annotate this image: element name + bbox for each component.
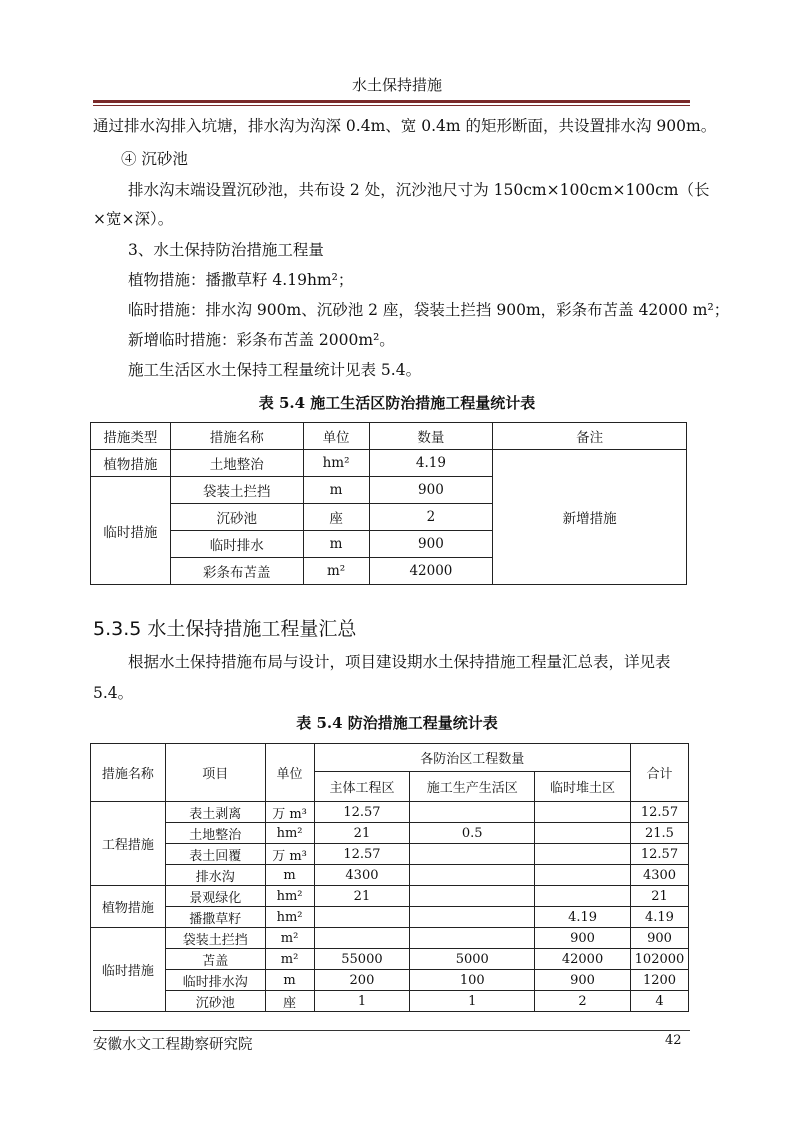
table2-cell: 102000 xyxy=(630,949,688,970)
table2-cell xyxy=(314,928,410,949)
table2-cell: 景观绿化 xyxy=(165,886,265,907)
table1-cell: 土地整治 xyxy=(170,450,303,477)
table1-cell: 900 xyxy=(369,531,493,558)
header-rule xyxy=(93,100,690,103)
table2-cell xyxy=(410,907,535,928)
table1-cell: m² xyxy=(303,558,369,585)
table2-group-plant: 植物措施 xyxy=(91,886,166,928)
table2-cell: 12.57 xyxy=(314,802,410,823)
paragraph: 临时措施：排水沟 900m、沉砂池 2 座，袋装土拦挡 900m，彩条布苫盖 42000 m²； xyxy=(128,301,730,319)
table2-cell: m² xyxy=(265,949,314,970)
section-heading: 5.3.5 水土保持措施工程量汇总 xyxy=(93,618,357,640)
table2-cell: 4300 xyxy=(314,865,410,886)
table2-cell: 临时排水沟 xyxy=(165,970,265,991)
table2-cell: 21 xyxy=(630,886,688,907)
table2-cell xyxy=(535,823,631,844)
table1-header-remark: 备注 xyxy=(493,423,687,450)
table2-cell: 1 xyxy=(314,991,410,1012)
table2-cell: 4.19 xyxy=(535,907,631,928)
table1-cell: 座 xyxy=(303,504,369,531)
table1-cell: 2 xyxy=(369,504,493,531)
paragraph: 5.4。 xyxy=(93,684,134,702)
table2-caption: 表 5.4 防治措施工程量统计表 xyxy=(296,714,498,732)
table2-cell xyxy=(535,802,631,823)
table1-cell: m xyxy=(303,531,369,558)
table2-cell: 座 xyxy=(265,991,314,1012)
table2-cell: 900 xyxy=(535,970,631,991)
table1-cell: 沉砂池 xyxy=(170,504,303,531)
table1-caption: 表 5.4 施工生活区防治措施工程量统计表 xyxy=(258,394,536,412)
table1-header-qty: 数量 xyxy=(369,423,493,450)
table1-header-name: 措施名称 xyxy=(170,423,303,450)
table2 xyxy=(90,743,689,1012)
table2-cell xyxy=(535,865,631,886)
paragraph: 施工生活区水土保持工程量统计见表 5.4。 xyxy=(128,361,422,379)
table2-cell: 100 xyxy=(410,970,535,991)
subheading-settling-pond: ④ 沉砂池 xyxy=(121,150,188,168)
table2-cell: 0.5 xyxy=(410,823,535,844)
table2-cell: 12.57 xyxy=(630,844,688,865)
table1-group-plant: 植物措施 xyxy=(91,450,171,477)
table2-cell xyxy=(410,886,535,907)
table1-cell: hm² xyxy=(303,450,369,477)
table2-cell: m xyxy=(265,865,314,886)
table1-cell: m xyxy=(303,477,369,504)
table1-cell: 42000 xyxy=(369,558,493,585)
table1-remark: 新增措施 xyxy=(493,450,687,585)
table2-cell: 55000 xyxy=(314,949,410,970)
table2-cell: 万 m³ xyxy=(265,802,314,823)
table2-cell: 900 xyxy=(630,928,688,949)
table2-cell: 表土剥离 xyxy=(165,802,265,823)
table2-cell: 5000 xyxy=(410,949,535,970)
table1-group-temp: 临时措施 xyxy=(91,477,171,585)
paragraph: 排水沟末端设置沉砂池，共布设 2 处，沉沙池尺寸为 150cm×100cm×100cm（长 xyxy=(128,181,710,199)
table2-header-stock: 临时堆土区 xyxy=(535,772,631,802)
table2-header-measure: 措施名称 xyxy=(91,744,166,802)
paragraph: 新增临时措施：彩条布苫盖 2000m²。 xyxy=(128,331,395,349)
table2-cell: 4.19 xyxy=(630,907,688,928)
table2-cell: 苫盖 xyxy=(165,949,265,970)
table2-cell: 12.57 xyxy=(314,844,410,865)
table2-cell: 土地整治 xyxy=(165,823,265,844)
table2-cell: m² xyxy=(265,928,314,949)
paragraph: 植物措施：播撒草籽 4.19hm²； xyxy=(128,271,354,289)
table2-cell xyxy=(410,802,535,823)
table2-cell: 12.57 xyxy=(630,802,688,823)
paragraph: ×宽×深）。 xyxy=(93,210,174,228)
header-rule-thin xyxy=(93,105,690,106)
table1-cell: 袋装土拦挡 xyxy=(170,477,303,504)
table2-group-eng: 工程措施 xyxy=(91,802,166,886)
table2-cell: 排水沟 xyxy=(165,865,265,886)
table2-cell: 200 xyxy=(314,970,410,991)
subheading-quantities: 3、水土保持防治措施工程量 xyxy=(128,241,324,259)
table1-header-unit: 单位 xyxy=(303,423,369,450)
table2-cell: 1200 xyxy=(630,970,688,991)
table2-header-camp: 施工生产生活区 xyxy=(410,772,535,802)
table2-cell xyxy=(535,886,631,907)
table2-cell: m xyxy=(265,970,314,991)
table2-cell xyxy=(410,928,535,949)
table2-cell: 袋装土拦挡 xyxy=(165,928,265,949)
table1-header-type: 措施类型 xyxy=(91,423,171,450)
page-header-title: 水土保持措施 xyxy=(351,76,442,94)
table2-header-unit: 单位 xyxy=(265,744,314,802)
paragraph: 根据水土保持措施布局与设计，项目建设期水土保持措施工程量汇总表，详见表 xyxy=(128,653,671,671)
table2-cell: 播撒草籽 xyxy=(165,907,265,928)
table2-cell: hm² xyxy=(265,886,314,907)
table2-cell: 42000 xyxy=(535,949,631,970)
table2-cell: 2 xyxy=(535,991,631,1012)
table2-cell: 沉砂池 xyxy=(165,991,265,1012)
table2-cell: 4300 xyxy=(630,865,688,886)
table1-cell: 彩条布苫盖 xyxy=(170,558,303,585)
table2-cell: 表土回覆 xyxy=(165,844,265,865)
table2-cell xyxy=(410,844,535,865)
table2-cell xyxy=(314,907,410,928)
table2-cell: hm² xyxy=(265,907,314,928)
paragraph: 通过排水沟排入坑塘，排水沟为沟深 0.4m、宽 0.4m 的矩形断面，共设置排水沟 900m。 xyxy=(93,117,717,135)
table2-cell: 4 xyxy=(630,991,688,1012)
table2-cell: 1 xyxy=(410,991,535,1012)
table2-group-temp: 临时措施 xyxy=(91,928,166,1012)
table2-cell xyxy=(535,844,631,865)
table2-header-main: 主体工程区 xyxy=(314,772,410,802)
table2-cell: 900 xyxy=(535,928,631,949)
table2-cell: hm² xyxy=(265,823,314,844)
table1-cell: 900 xyxy=(369,477,493,504)
table2-header-total: 合计 xyxy=(630,744,688,802)
footer-organization: 安徽水文工程勘察研究院 xyxy=(93,1037,253,1053)
table2-cell: 21 xyxy=(314,823,410,844)
table2-cell xyxy=(410,865,535,886)
table1-cell: 4.19 xyxy=(369,450,493,477)
table2-cell: 万 m³ xyxy=(265,844,314,865)
table1 xyxy=(90,422,687,585)
footer-rule xyxy=(93,1030,690,1031)
table2-header-areas: 各防治区工程数量 xyxy=(314,744,630,772)
table1-cell: 临时排水 xyxy=(170,531,303,558)
table2-cell: 21 xyxy=(314,886,410,907)
table2-cell: 21.5 xyxy=(630,823,688,844)
table2-header-item: 项目 xyxy=(165,744,265,802)
page-number: 42 xyxy=(665,1033,682,1048)
